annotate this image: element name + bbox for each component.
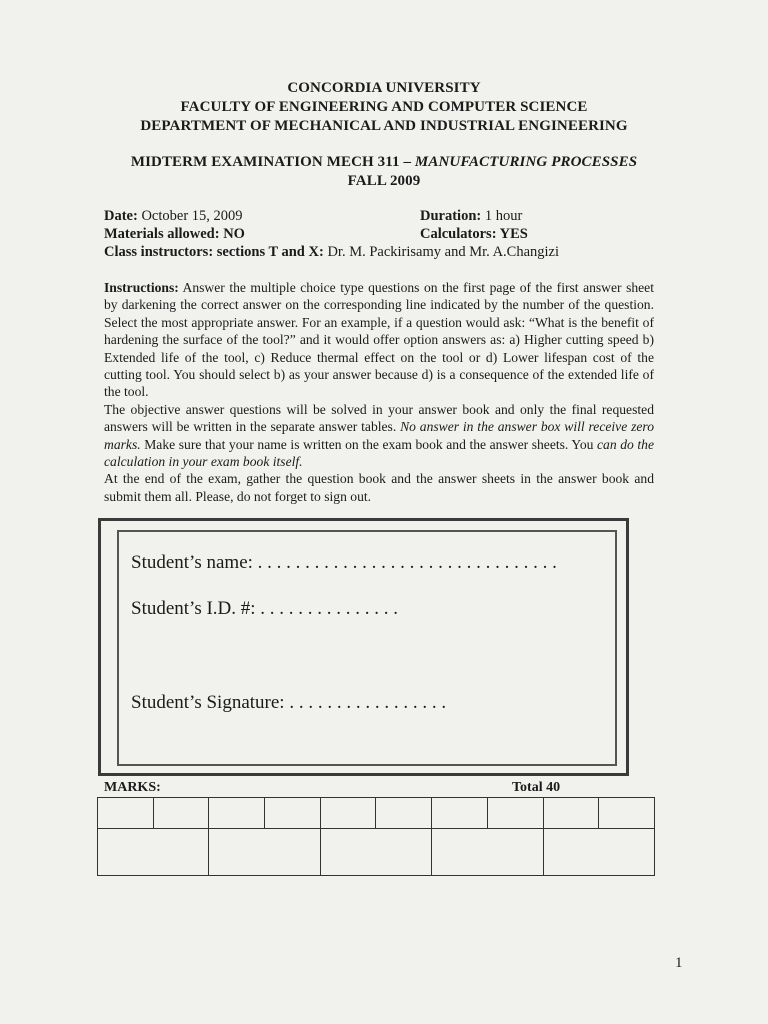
- marks-cell[interactable]: [209, 798, 265, 829]
- exam-title-prefix: MIDTERM EXAMINATION MECH 311 –: [130, 154, 415, 170]
- marks-table-row: [98, 798, 655, 829]
- marks-table: [97, 797, 655, 876]
- marks-subtotal-cell[interactable]: [320, 829, 431, 876]
- marks-cell[interactable]: [599, 798, 655, 829]
- marks-cell[interactable]: [487, 798, 543, 829]
- instructions-block: [104, 279, 654, 505]
- marks-subtotal-cell[interactable]: [432, 829, 543, 876]
- faculty-name: FACULTY OF ENGINEERING AND COMPUTER SCIENCE: [180, 99, 588, 115]
- instructions-text-2b: No answer in the answer box will receive zero marks.: [104, 419, 654, 452]
- calculators-label: Calculators: [420, 226, 492, 242]
- university-name: CONCORDIA UNIVERSITY: [287, 80, 481, 96]
- marks-total: Total 40: [512, 780, 561, 795]
- student-info-box: [98, 518, 629, 776]
- marks-subtotal-cell[interactable]: [209, 829, 320, 876]
- date-label: Date:: [104, 208, 138, 224]
- exam-date: [104, 208, 243, 225]
- exam-duration: [420, 208, 522, 225]
- duration-value: 1 hour: [481, 208, 523, 224]
- instructions-paragraph-3: At the end of the exam, gather the question book and the answer sheets in the answer book and submit them all. Please, do not forget to sign out.: [104, 471, 654, 504]
- marks-subtotal-cell[interactable]: [543, 829, 655, 876]
- instructions-text-2a: The objective answer questions will be solved in your answer book and only the final requested answers will be written in the separate answer tables.: [104, 401, 654, 435]
- instructions-paragraph-1: [104, 279, 654, 401]
- exam-term: FALL 2009: [347, 173, 421, 189]
- student-info-inner-frame: [117, 530, 617, 766]
- instructors-value: Dr. M. Packirisamy and Mr. A.Changizi: [323, 244, 560, 260]
- student-name-field[interactable]: Student’s name: . . . . . . . . . . . . . . . . . . . . . . . . . . . . . . . .: [131, 552, 557, 573]
- date-value: October 15, 2009: [137, 208, 243, 224]
- department-name: DEPARTMENT OF MECHANICAL AND INDUSTRIAL ENGINEERING: [140, 118, 628, 134]
- calculators-allowed: [420, 226, 528, 243]
- marks-cell[interactable]: [320, 798, 376, 829]
- class-instructors: [104, 244, 559, 261]
- exam-course-name: MANUFACTURING PROCESSES: [414, 154, 638, 170]
- instructions-paragraph-2: [104, 401, 654, 471]
- calculators-value: : YES: [491, 226, 528, 242]
- instructions-label: Instructions:: [104, 280, 179, 295]
- marks-cell[interactable]: [376, 798, 432, 829]
- student-id-field[interactable]: Student’s I.D. #: . . . . . . . . . . . . . . .: [131, 598, 399, 619]
- marks-cell[interactable]: [543, 798, 599, 829]
- instructors-label: Class instructors: sections T and X:: [104, 244, 324, 260]
- instructions-text-2d: can do the calculation in your exam book itself.: [104, 436, 654, 470]
- materials-allowed: Materials allowed: NO: [104, 226, 245, 242]
- marks-cell[interactable]: [432, 798, 488, 829]
- marks-subtotal-cell[interactable]: [98, 829, 209, 876]
- page-number: 1: [675, 955, 683, 971]
- marks-table-row: [98, 829, 655, 876]
- marks-cell[interactable]: [153, 798, 209, 829]
- duration-label: Duration:: [420, 208, 482, 224]
- marks-label: MARKS:: [104, 780, 161, 795]
- exam-title: [0, 154, 768, 171]
- instructions-text-2c: Make sure that your name is written on the exam book and the answer sheets. You: [140, 436, 598, 452]
- marks-cell[interactable]: [98, 798, 154, 829]
- instructions-text-1: Answer the multiple choice type questions on the first page of the first answer sheet by darkening the correct answer on the corresponding line indicated by the number of the question. Select the most appropriate answer. For an example, if a question would ask: “What is the benefit of hardening the surface of the tool?” and it would offer option answers as: a) Higher cutting speed b) Extended life of the tool, c) Reduce thermal effect on the tool or d) Lower lifespan cost of the cutting tool. You should select b) as your answer because d) is a consequence of the extended life of the tool.: [104, 280, 654, 400]
- marks-cell[interactable]: [265, 798, 321, 829]
- student-signature-field[interactable]: Student’s Signature: . . . . . . . . . . . . . . . . .: [131, 692, 447, 713]
